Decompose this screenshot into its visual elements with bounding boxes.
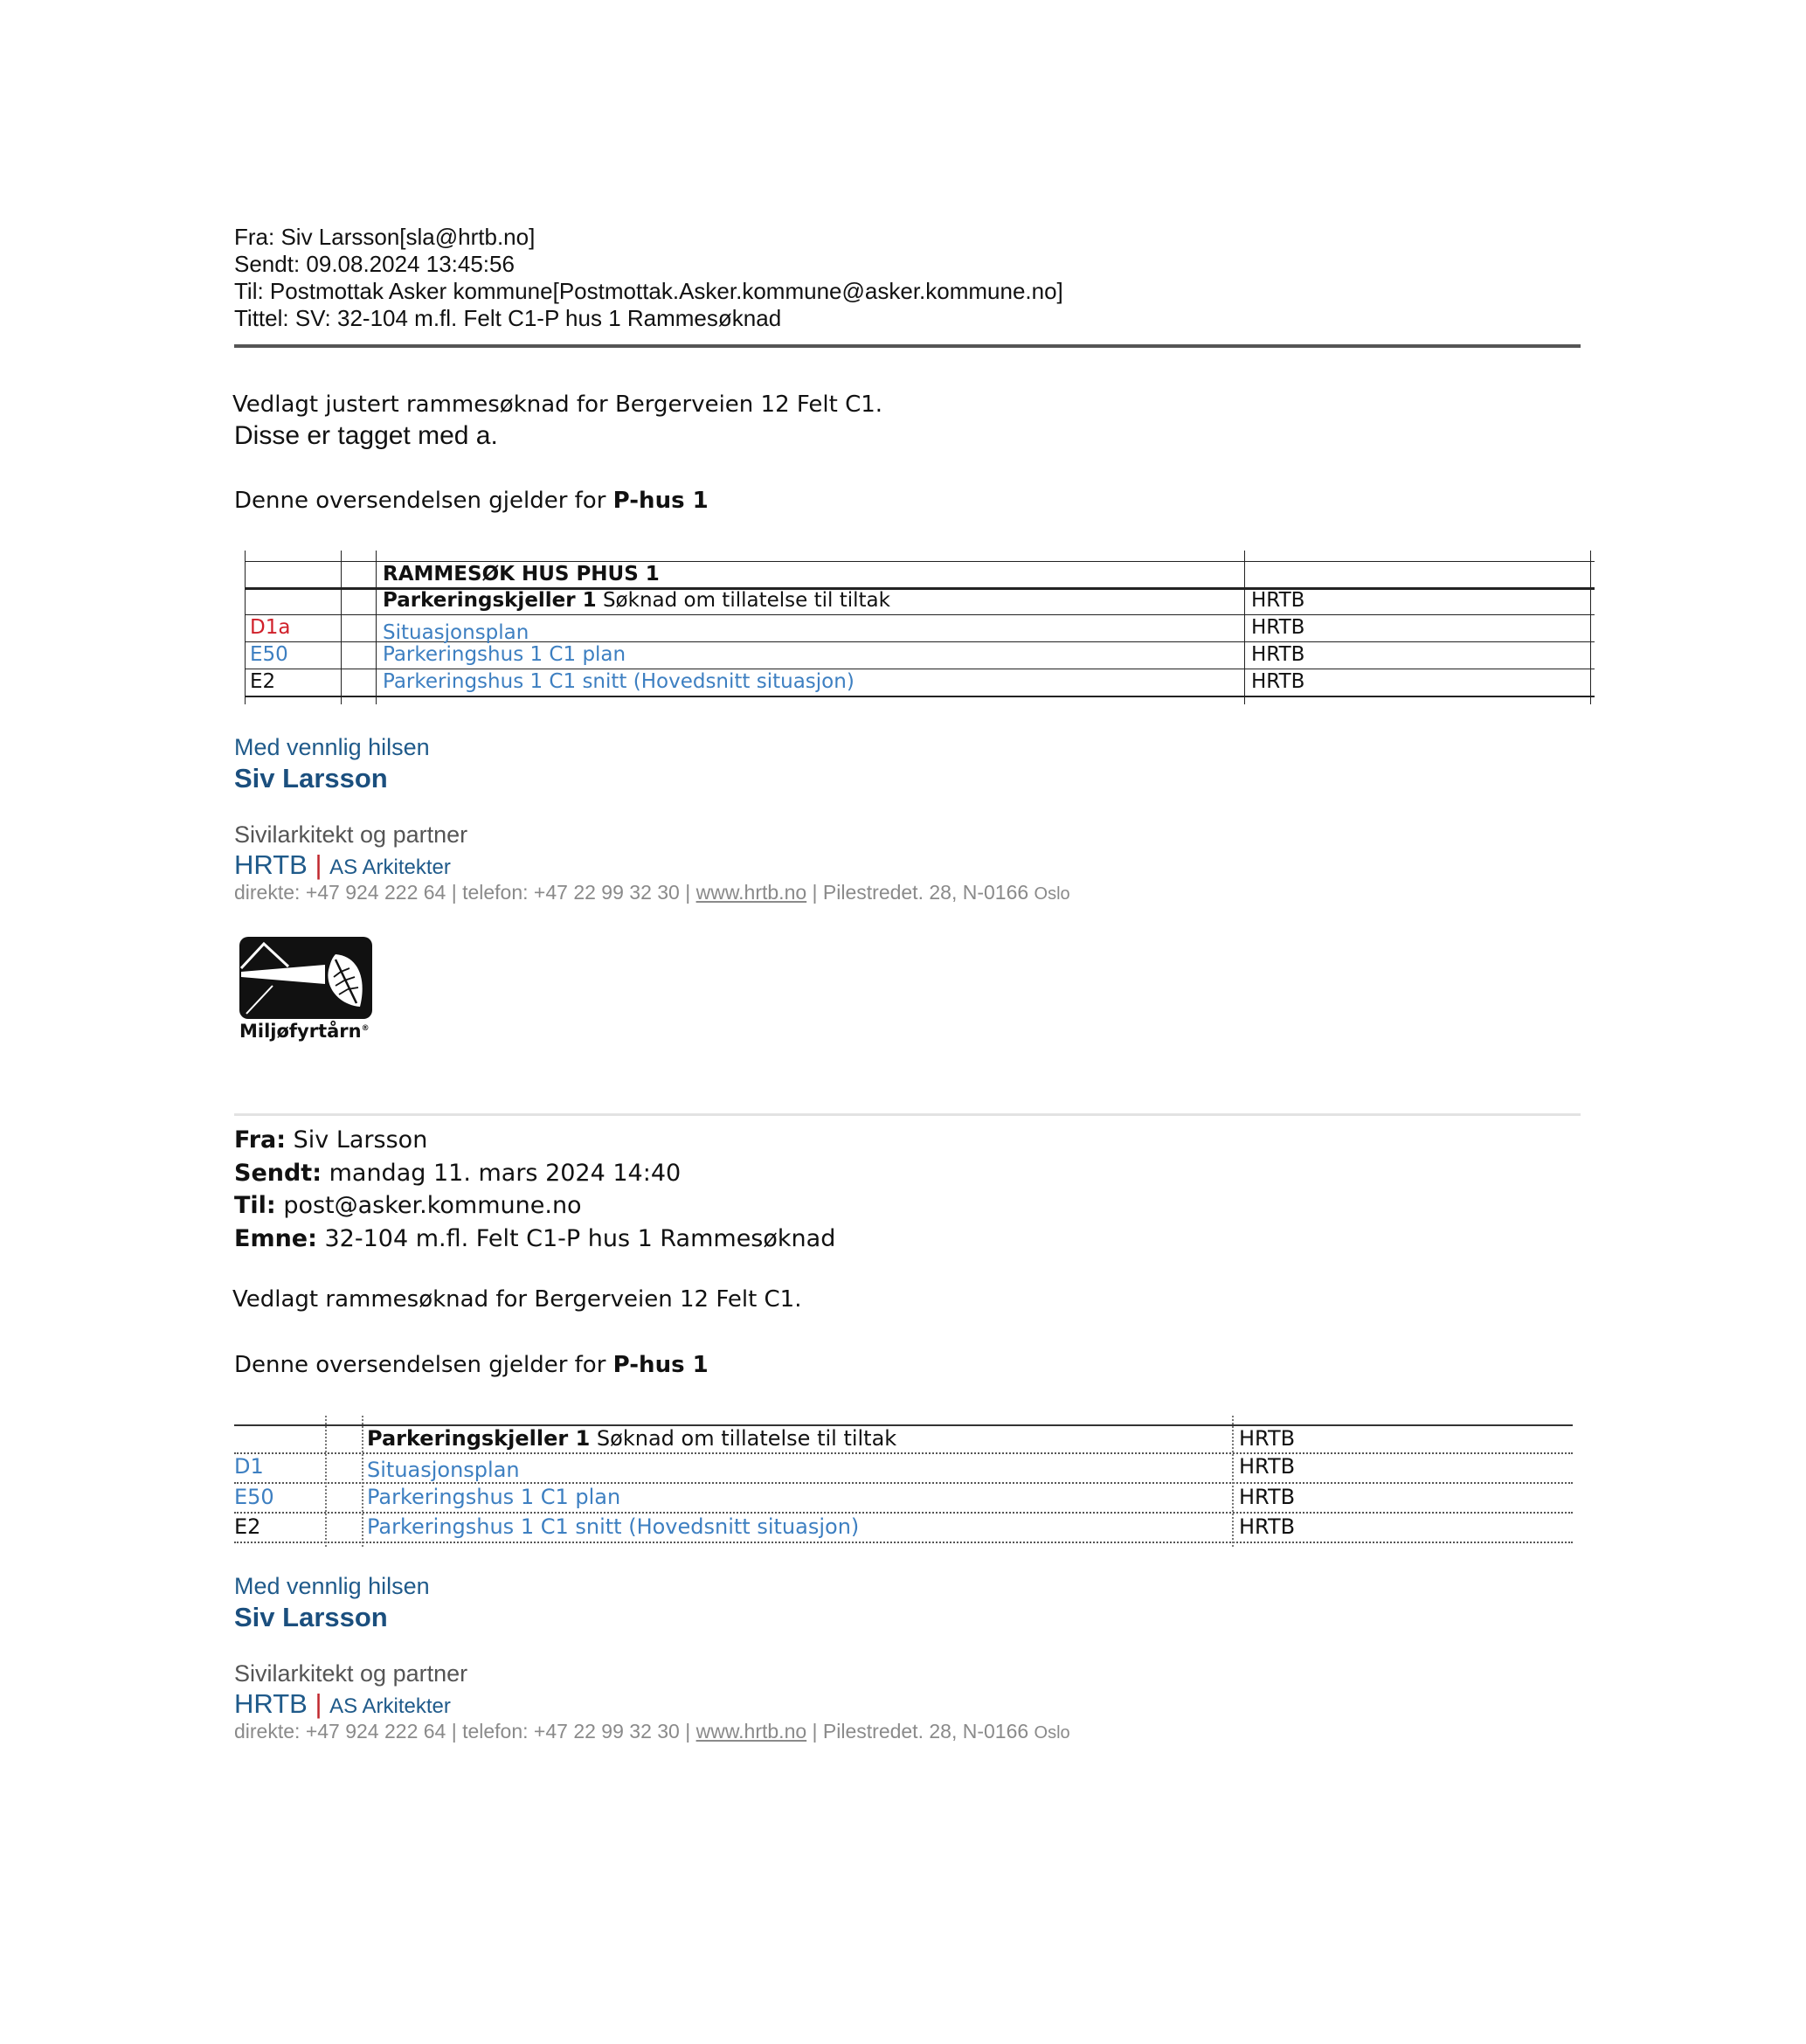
signature-separator: | (315, 1688, 322, 1719)
table-row-code: E2 (250, 670, 276, 693)
signature-separator: | (315, 849, 322, 880)
email2-line2-text: Denne oversendelsen gjelder for (234, 1352, 613, 1378)
table-heading: RAMMESØK HUS PHUS 1 (383, 563, 660, 585)
email2-from (234, 1124, 835, 1157)
lighthouse-leaf-icon (238, 935, 374, 1021)
email1-title: Tittel: SV: 32-104 m.fl. Felt C1-P hus 1 Rammesøknad (234, 305, 782, 331)
table2-firm: HRTB (1239, 1426, 1296, 1451)
table-row-title-link[interactable]: Situasjonsplan (383, 621, 529, 644)
miljofyrtarn-logo (238, 935, 377, 1047)
signature-firm-name: HRTB (234, 1688, 308, 1719)
logo-text (239, 1021, 370, 1042)
email1-line3-text: Denne oversendelsen gjelder for (234, 488, 613, 514)
email2-to-value: post@asker.kommune.no (275, 1192, 582, 1219)
table2-subheading (367, 1426, 896, 1451)
signature-greeting: Med vennlig hilsen (234, 734, 430, 760)
table-row-title-link[interactable]: Parkeringshus 1 C1 plan (383, 643, 626, 666)
table-row-code: D1 (234, 1454, 264, 1479)
signature-name: Siv Larsson (234, 763, 388, 793)
email1-line2: Disse er tagget med a. (234, 421, 498, 450)
signature-website-link[interactable]: www.hrtb.no (695, 881, 807, 904)
table-firm: HRTB (1251, 589, 1305, 612)
table-row-firm: HRTB (1239, 1514, 1296, 1539)
table-row-code: E50 (234, 1485, 274, 1509)
email2-from-value: Siv Larsson (286, 1126, 428, 1154)
signature-contact (234, 1720, 1070, 1743)
signature-role: Sivilarkitekt og partner (234, 821, 468, 848)
logo-registered-mark: ® (361, 1024, 370, 1033)
signature-firm (234, 849, 451, 881)
table-row-firm: HRTB (1239, 1454, 1296, 1479)
email2-to (234, 1189, 835, 1223)
email1-document-table (245, 551, 1595, 704)
table-row-code: E50 (250, 643, 288, 666)
table-subheading-rest: Søknad om tillatelse til tiltak (596, 589, 890, 612)
table-row-title-link[interactable]: Parkeringshus 1 C1 snitt (Hovedsnitt situasjon) (367, 1514, 860, 1539)
email2-subject (234, 1223, 835, 1256)
email2-line2-bold: P-hus 1 (612, 1352, 709, 1378)
signature-firm-name: HRTB (234, 849, 308, 880)
signature-contact-phones: direkte: +47 924 222 64 | telefon: +47 22 99 32 30 | (234, 1720, 696, 1743)
email2-to-label: Til: (234, 1192, 276, 1219)
signature-firm-sub: AS Arkitekter (329, 1694, 451, 1718)
header-divider (234, 344, 1581, 348)
signature-name: Siv Larsson (234, 1602, 388, 1632)
email1-to: Til: Postmottak Asker kommune[Postmottak.Asker.kommune@asker.kommune.no] (234, 278, 1063, 304)
signature-city: Oslo (1034, 884, 1070, 904)
email2-from-label: Fra: (234, 1126, 287, 1154)
signature-contact (234, 881, 1070, 904)
email2-header (234, 1124, 835, 1255)
signature-website-link[interactable]: www.hrtb.no (695, 1720, 807, 1743)
table-row-title-link[interactable]: Parkeringshus 1 C1 snitt (Hovedsnitt situasjon) (383, 670, 855, 693)
table-row-firm: HRTB (1251, 616, 1305, 639)
signature-contact-address: | Pilestredet. 28, N-0166 (806, 881, 1034, 904)
table-subheading-bold: Parkeringskjeller 1 (383, 589, 597, 612)
table-subheading (383, 589, 890, 612)
email1-line3-bold: P-hus 1 (612, 488, 709, 514)
email1-line1: Vedlagt justert rammesøknad for Bergerveien 12 Felt C1. (232, 391, 883, 418)
email2-document-table (234, 1416, 1573, 1547)
signature-contact-address: | Pilestredet. 28, N-0166 (806, 1720, 1034, 1743)
email2-subject-value: 32-104 m.fl. Felt C1-P hus 1 Rammesøknad (316, 1224, 836, 1252)
table-row-firm: HRTB (1239, 1485, 1296, 1509)
email2-subject-label: Emne: (234, 1224, 317, 1252)
signature-firm-sub: AS Arkitekter (329, 856, 451, 879)
signature-firm (234, 1688, 451, 1720)
email2-sent-value: mandag 11. mars 2024 14:40 (322, 1159, 682, 1187)
logo-text-label: Miljøfyrtårn (239, 1021, 362, 1042)
table2-subheading-rest: Søknad om tillatelse til tiltak (590, 1426, 897, 1451)
email2-line2 (234, 1352, 709, 1378)
email1-line3 (234, 488, 709, 514)
email2-line1: Vedlagt rammesøknad for Bergerveien 12 Felt C1. (232, 1286, 802, 1313)
email2-sent-label: Sendt: (234, 1159, 322, 1187)
signature-greeting: Med vennlig hilsen (234, 1573, 430, 1599)
signature-city: Oslo (1034, 1723, 1070, 1743)
table-row-title-link[interactable]: Situasjonsplan (367, 1458, 520, 1482)
table-row-firm: HRTB (1251, 643, 1305, 666)
email1-header (234, 224, 1063, 332)
signature-role: Sivilarkitekt og partner (234, 1660, 468, 1687)
quoted-divider (234, 1113, 1581, 1116)
email2-sent (234, 1157, 835, 1190)
signature-contact-phones: direkte: +47 924 222 64 | telefon: +47 22 99 32 30 | (234, 881, 696, 904)
email1-from: Fra: Siv Larsson[sla@hrtb.no] (234, 224, 536, 250)
table-row-firm: HRTB (1251, 670, 1305, 693)
table-row-code: E2 (234, 1514, 261, 1539)
table2-subheading-bold: Parkeringskjeller 1 (367, 1426, 591, 1451)
email1-sent: Sendt: 09.08.2024 13:45:56 (234, 251, 515, 277)
table-row-code: D1a (250, 616, 291, 639)
table-row-title-link[interactable]: Parkeringshus 1 C1 plan (367, 1485, 621, 1509)
